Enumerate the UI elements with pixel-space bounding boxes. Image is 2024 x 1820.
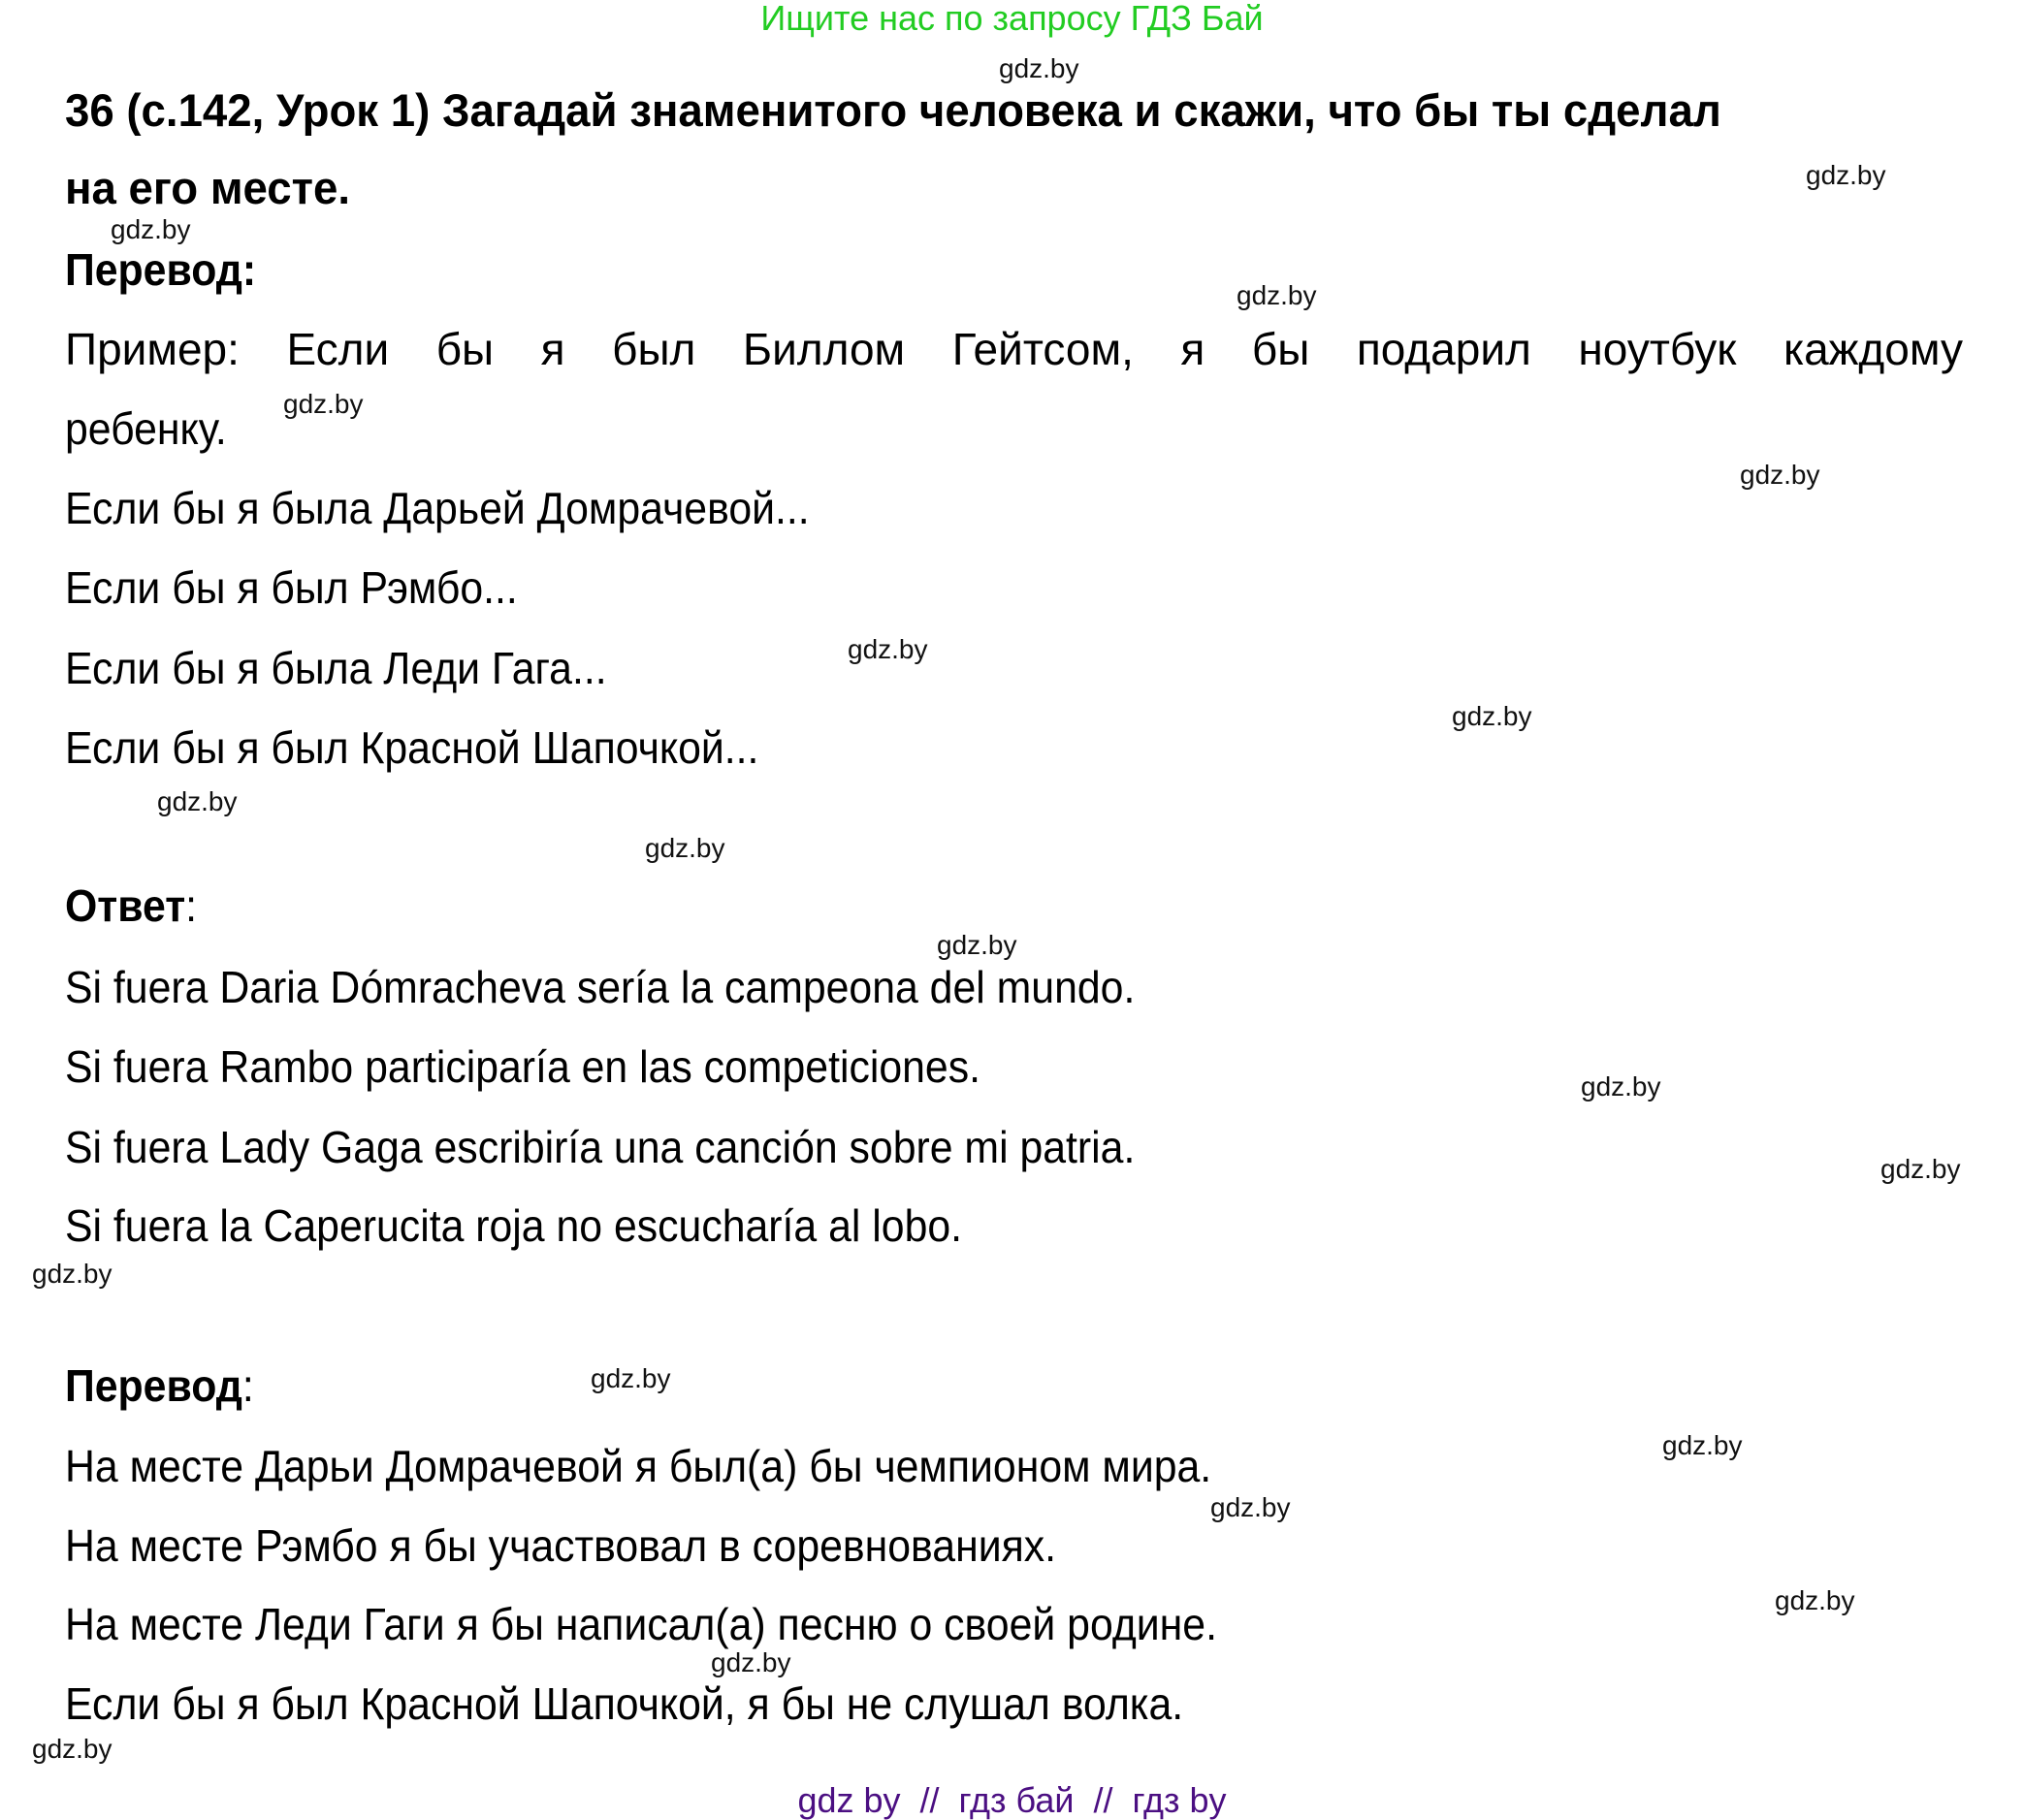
search-banner: Ищите нас по запросу ГДЗ Бай — [760, 0, 1264, 38]
answer-translation-heading-colon: : — [241, 1360, 254, 1411]
answer-heading-colon: : — [185, 880, 198, 931]
watermark: gdz.by — [111, 214, 191, 244]
answer-translation-line: На месте Дарьи Домрачевой я был(а) бы чемпионом мира. — [65, 1441, 1212, 1491]
footer-watermark: gdz by // гдз бай // гдз by — [797, 1780, 1227, 1820]
watermark: gdz.by — [1740, 460, 1820, 490]
prompt-line: Если бы я был Рэмбо... — [65, 562, 518, 613]
watermark: gdz.by — [1880, 1154, 1961, 1184]
watermark: gdz.by — [937, 930, 1017, 960]
answer-translation-line: Если бы я был Красной Шапочкой, я бы не слушал волка. — [65, 1678, 1184, 1729]
watermark: gdz.by — [1452, 701, 1532, 731]
watermark: gdz.by — [283, 389, 364, 419]
answer-translation-heading — [65, 1358, 254, 1413]
prompt-line: Если бы я была Дарьей Домрачевой... — [65, 483, 810, 533]
translation-heading: Перевод: — [65, 244, 257, 295]
task-title-line1: 36 (с.142, Урок 1) Загадай знаменитого человека и скажи, что бы ты сделал — [65, 84, 1721, 136]
task-title-line2: на его месте. — [65, 162, 351, 213]
answer-heading — [65, 878, 197, 933]
answer-heading-label: Ответ — [65, 880, 186, 931]
watermark: gdz.by — [32, 1734, 112, 1764]
watermark: gdz.by — [711, 1647, 791, 1677]
watermark: gdz.by — [999, 53, 1079, 83]
example-line2: ребенку. — [65, 403, 227, 454]
example-line1: Пример: Если бы я был Биллом Гейтсом, я бы подарил ноутбук каждому — [65, 324, 1963, 374]
answer-translation-line: На месте Леди Гаги я бы написал(а) песню о своей родине. — [65, 1599, 1217, 1649]
watermark: gdz.by — [591, 1363, 671, 1393]
watermark: gdz.by — [645, 833, 725, 863]
answer-line: Si fuera Daria Dómracheva sería la campeona del mundo. — [65, 962, 1136, 1012]
prompt-line: Если бы я была Леди Гага... — [65, 643, 607, 693]
watermark: gdz.by — [1237, 280, 1317, 310]
answer-line: Si fuera Lady Gaga escribiría una canción sobre mi patria. — [65, 1122, 1136, 1172]
watermark: gdz.by — [848, 634, 928, 664]
prompt-line: Если бы я был Красной Шапочкой... — [65, 722, 759, 773]
watermark: gdz.by — [1775, 1585, 1855, 1615]
watermark: gdz.by — [1662, 1430, 1743, 1460]
watermark: gdz.by — [1806, 160, 1886, 190]
watermark: gdz.by — [1210, 1492, 1291, 1522]
answer-translation-line: На месте Рэмбо я бы участвовал в соревнованиях. — [65, 1520, 1057, 1571]
answer-line: Si fuera la Caperucita roja no escucharía al lobo. — [65, 1200, 963, 1251]
answer-line: Si fuera Rambo participaría en las competiciones. — [65, 1041, 981, 1092]
watermark: gdz.by — [1581, 1071, 1661, 1102]
watermark: gdz.by — [32, 1259, 112, 1289]
watermark: gdz.by — [157, 786, 238, 816]
answer-translation-heading-label: Перевод — [65, 1360, 242, 1411]
